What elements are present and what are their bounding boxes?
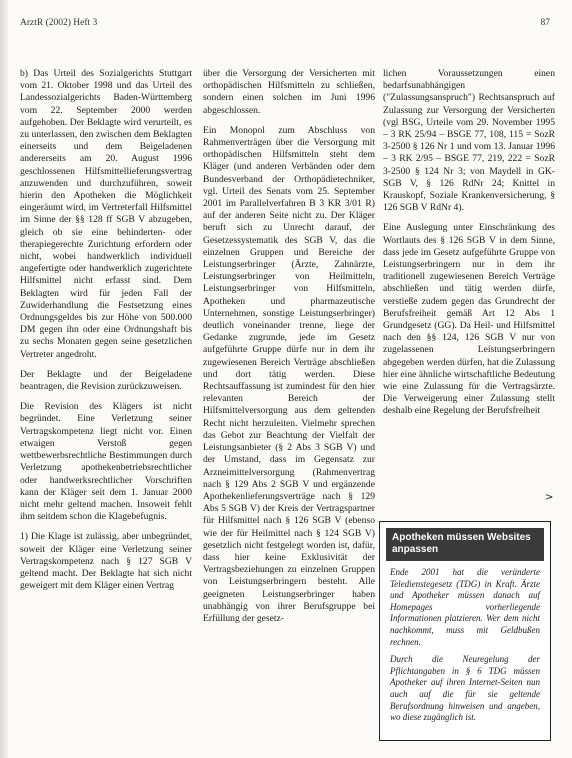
paragraph: b) Das Urteil des Sozialgerichts Stuttgart vom 21. Oktober 1998 und das Urteil des Landessozialgerichts Baden-Württemberg vom 22. September 2000 werden aufgehoben. Der Beklagte wird verurteilt, es zu unterlassen, den zwischen dem Beklagten einerseits und dem Beigeladenen andererseits am 20. August 1996 geschlossenen Hilfsmittellieferungsvertrag anzuwenden und durchzuführen, soweit hierin den Apotheken die Möglichkeit eingeräumt wird, im Vertreterfall Hilfsmittel im Sinne der §§ 128 ff SGB V abzugeben, gleich ob sie eine behinderten- oder therapiegerechte Zurichtung erfordern oder nicht, wobei handwerklich individuell angefertigte oder handwerklich zugerichtete Hilfsmittel nicht erfasst sind. Dem Beklagten wird für jeden Fall der Zuwiderhandlung die Festsetzung eines Ordnungsgeldes bis zur Höhe von 500.000 DM gegen ihn oder eine Ordnungshaft bis zu sechs Monaten gegen seine gesetzlichen Vertreter angedroht. — [20, 68, 192, 360]
sidebar-box-body — [380, 561, 550, 724]
journal-reference: ArztR (2002) Heft 3 — [20, 18, 98, 28]
text-column-1 — [20, 68, 192, 752]
page-header — [20, 18, 550, 32]
continued-arrow-icon: > — [545, 492, 554, 503]
paragraph: Der Beklagte und der Beigeladene beantragen, die Revision zurückzuweisen. — [20, 368, 192, 393]
sidebar-box-title: Apotheken müssen Websites anpassen — [386, 528, 544, 561]
paragraph: Ein Monopol zum Abschluss von Rahmenverträgen über die Versorgung mit orthopädischen Hilfsmitteln steht dem Kläger (und anderen Verbänden oder dem Bundesverband der Orthopädietechniker, vgl. Urteil des Senats vom 25. September 2001 im Parallelverfahren B 3 KR 3/01 R) auf der anderen Seite nicht zu. Der Kläger beruft sich zu Unrecht darauf, der Gesetzessystematik des SGB V, das die einzelnen Gruppen und Bereiche der Leistungserbringer (Ärzte, Zahnärzte, Leistungserbringer von Heilmitteln, Leistungserbringer von Hilfsmitteln, Apotheken und pharmazeutische Unternehmen, sonstige Leistungserbringer) deutlich voneinander trenne, liege der Gedanke zugrunde, jede im Gesetz aufgeführte Gruppe dürfe nur in dem ihr zugewiesenen Bereich Verträge abschließen und dort tätig werden. Diese Rechtsauffassung ist zumindest für den hier relevanten Bereich der Hilfsmittelversorgung aus dem geltenden Recht nicht herzuleiten. Vielmehr sprechen das Gebot zur Beachtung der Vielfalt der Leistungsanbieter (§ 2 Abs 3 SGB V) und der Umstand, dass im Gegensatz zur Arzneimittelversorgung (Rahmenvertrag nach § 129 Abs 2 SGB V und ergänzende Apothekenlieferungsverträge nach § 129 Abs 5 SGB V) der Kreis der Vertragspartner für Hilfsmittel nach § 126 SGB V (ebenso wie der für Heilmittel nach § 124 SGB V) gesetzlich nicht festgelegt worden ist, dafür, dass hier keine Exklusivität der Vertragsbeziehungen zu einzelnen Gruppen von Leistungserbringern besteht. Alle geeigneten Leistungserbringer haben unabhängig von ihrer Berufsgruppe bei Erfüllung der gesetz- — [203, 124, 375, 624]
news-sidebar-box — [379, 521, 551, 741]
scan-edge-shadow — [0, 0, 8, 758]
paragraph: 1) Die Klage ist zulässig, aber unbegründet, soweit der Kläger eine Verletzung seiner Vertragskompetenz nach § 127 SGB V geltend macht. Der Beklagte hat sich nicht geweigert mit dem Kläger einen Vertrag — [20, 531, 192, 592]
sidebar-paragraph: Ende 2001 hat die veränderte Teledienstegesetz (TDG) in Kraft. Ärzte und Apotheker müssen danach auf Homepages vorherliegende Informationen platzieren. Wer dem nicht nachkommt, muss mit Geldbußen rechnen. — [390, 567, 540, 647]
page-number: 87 — [540, 18, 550, 28]
text-column-2 — [203, 68, 375, 752]
text-column-3 — [383, 68, 555, 523]
paragraph: Die Revision des Klägers ist nicht begründet. Eine Verletzung seiner Vertragskompetenz liegt nicht vor. Einen etwaigen Verstoß gegen wettbewerbsrechtliche Bestimmungen durch Verletzung apothekenbetriebsrechtlicher oder handwerksrechtlicher Vorschriften kann der Kläger seit dem 1. Januar 2000 nicht mehr geltend machen. Insoweit fehlt ihm seitdem schon die Klagebefugnis. — [20, 401, 192, 523]
paragraph: über die Versorgung der Versicherten mit orthopädischen Hilfsmitteln zu schließen, sondern einen solchen im Juni 1996 abgeschlossen. — [203, 68, 375, 116]
sidebar-paragraph: Durch die Neuregelung der Pflichtangaben in § 6 TDG müssen Apotheker auf ihren Internet-Seiten nun auch auf die für sie geltende Berufsordnung hinweisen und angeben, wo diese zugänglich ist. — [390, 654, 540, 723]
paragraph: Eine Auslegung unter Einschränkung des Wortlauts des § 126 SGB V in dem Sinne, dass jede im Gesetz aufgeführte Gruppe von Leistungserbringern nur in dem ihr traditionell zugewiesenen Bereich Verträge abschließen und tätig werden dürfe, verstieße zudem gegen das Grundrecht der Berufsfreiheit gemäß Art 12 Abs 1 Grundgesetz (GG). Da Heil- und Hilfsmittel nach den §§ 124, 126 SGB V nur von zugelassenen Leistungserbringern abgegeben werden dürfen, hat die Zulassung hier eine ähnliche wirtschaftliche Bedeutung wie eine Zulassung für die Vertragsärzte. Die Verweigerung einer Zulassung stellt deshalb eine Regelung der Berufsfreiheit — [383, 222, 555, 417]
paragraph: lichen Voraussetzungen einen bedarfsunabhängigen ("Zulassungsanspruch") Rechtsanspruch auf Zulassung zur Versorgung der Versicherten (vgl BSG, Urteile vom 29. November 1995 – 3 RK 25/94 – BSGE 77, 108, 115 = SozR 3-2500 § 126 Nr 1 und vom 13. Januar 1996 – 3 RK 2/95 – BSGE 77, 219, 222 = SozR 3-2500 § 124 Nr 3; von Maydell in GK-SGB V, § 126 RdNr 24; Knittel in Krauskopf, Soziale Krankenversicherung, § 126 SGB V RdNr 4). — [383, 68, 555, 214]
